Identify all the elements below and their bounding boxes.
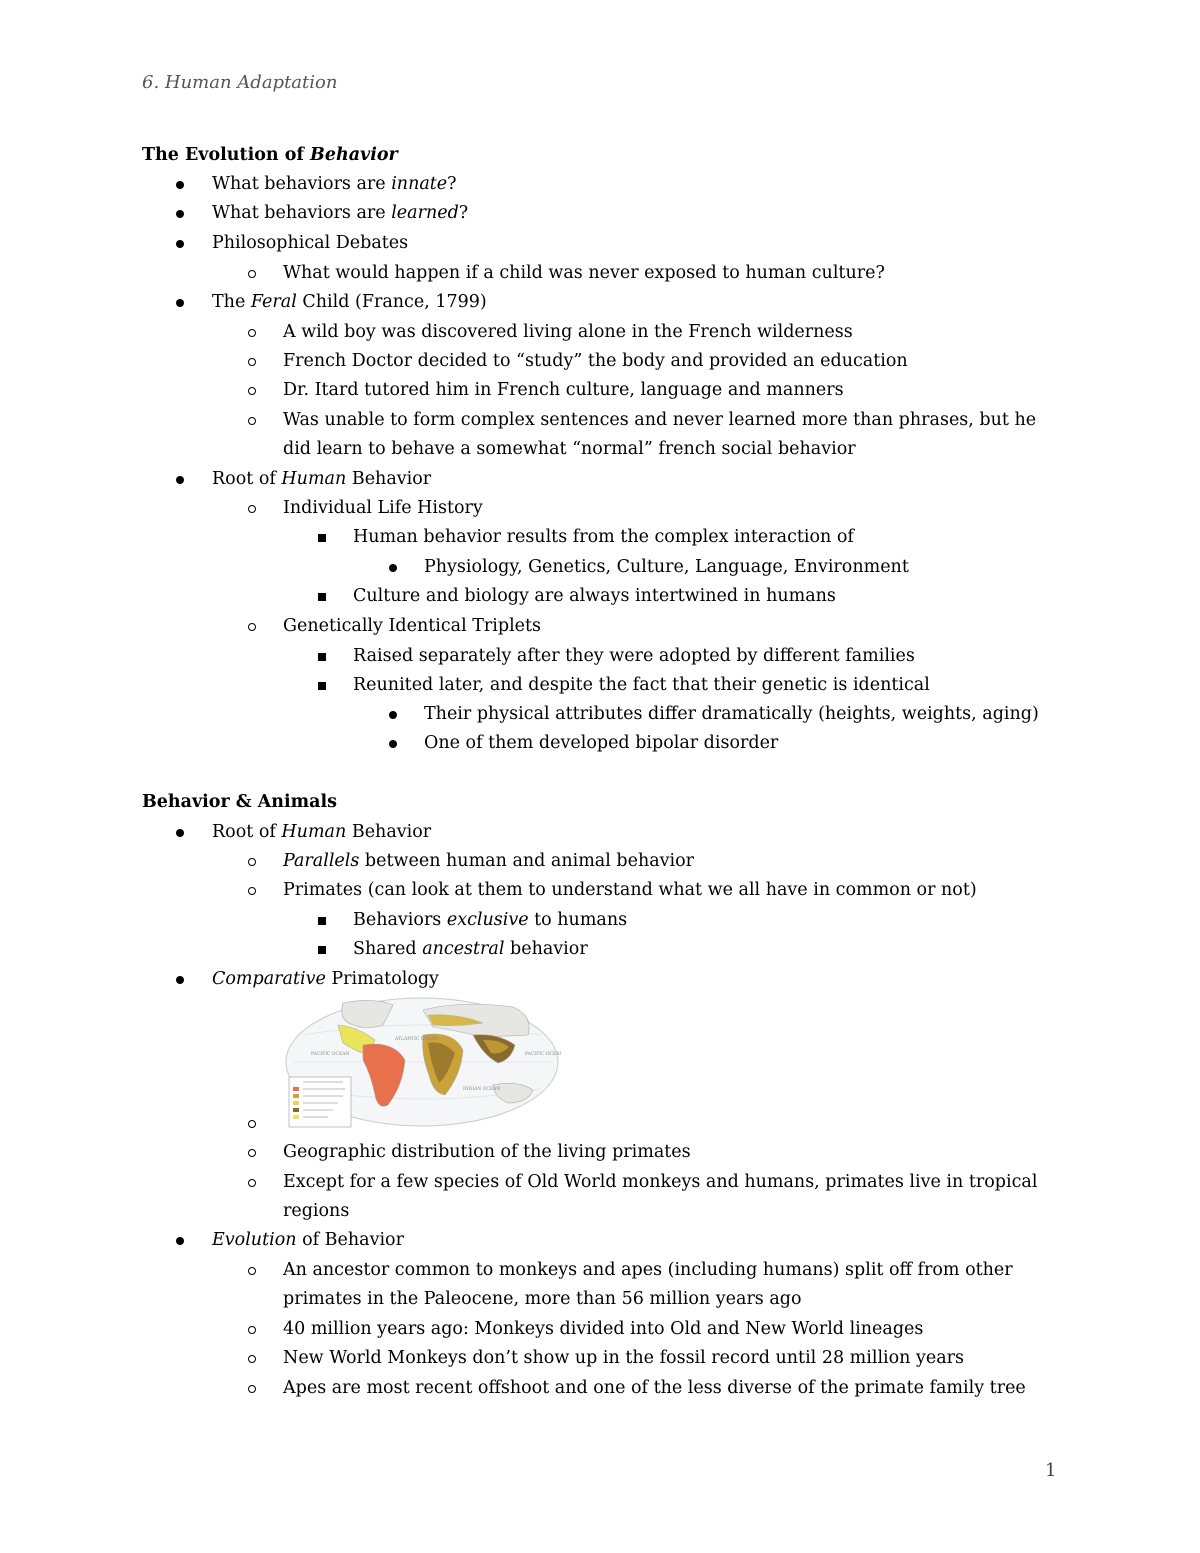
circle-bullet-icon [248, 505, 256, 513]
circle-bullet-icon [248, 1149, 256, 1157]
world-map-graphic [283, 995, 561, 1130]
bullet-icon [176, 181, 184, 189]
heading-emphasis: Behavior [310, 145, 398, 165]
list-item: Human behavior results from the complex interaction of [353, 527, 854, 547]
list-item: Geographic distribution of the living primates [283, 1142, 691, 1162]
bullet-icon [176, 476, 184, 484]
list-item: What would happen if a child was never exposed to human culture? [283, 263, 885, 283]
circle-bullet-icon [248, 623, 256, 631]
circle-bullet-icon [248, 329, 256, 337]
list-item: Reunited later, and despite the fact that their genetic is identical [353, 675, 930, 695]
list-item: Philosophical Debates [212, 233, 409, 253]
circle-bullet-icon [248, 417, 256, 425]
heading-text: The Evolution of [142, 145, 311, 165]
ocean-label: PACIFIC OCEAN [525, 1052, 561, 1057]
bullet-icon [176, 299, 184, 307]
list-item-continuation: did learn to behave a somewhat “normal” french social behavior [283, 439, 856, 459]
list-item: Culture and biology are always intertwined in humans [353, 586, 836, 606]
ocean-label: PACIFIC OCEAN [311, 1052, 350, 1057]
circle-bullet-icon [248, 270, 256, 278]
page-number: 1 [1045, 1460, 1057, 1481]
list-item: Parallels between human and animal behavior [283, 851, 695, 871]
bullet-icon [389, 711, 397, 719]
list-item: Individual Life History [283, 498, 483, 518]
list-item: Dr. Itard tutored him in French culture, language and manners [283, 380, 844, 400]
circle-bullet-icon [248, 1120, 256, 1128]
list-item: Primates (can look at them to understand what we all have in common or not) [283, 880, 977, 900]
circle-bullet-icon [248, 858, 256, 866]
list-item: 40 million years ago: Monkeys divided into Old and New World lineages [283, 1319, 924, 1339]
list-item: Apes are most recent offshoot and one of the less diverse of the primate family tree [283, 1378, 1026, 1398]
circle-bullet-icon [248, 1267, 256, 1275]
bullet-icon [389, 564, 397, 572]
list-item: Comparative Primatology [212, 969, 439, 989]
square-bullet-icon [318, 946, 326, 954]
square-bullet-icon [318, 682, 326, 690]
bullet-icon [176, 1237, 184, 1245]
bullet-icon [176, 240, 184, 248]
list-item: Except for a few species of Old World monkeys and humans, primates live in tropical [283, 1172, 1038, 1192]
list-item: New World Monkeys don’t show up in the fossil record until 28 million years [283, 1348, 965, 1368]
list-item: Behaviors exclusive to humans [353, 910, 628, 930]
circle-bullet-icon [248, 1326, 256, 1334]
list-item: Root of Human Behavior [212, 822, 432, 842]
list-item: Was unable to form complex sentences and never learned more than phrases, but he [283, 410, 1037, 430]
circle-bullet-icon [248, 387, 256, 395]
ocean-label: INDIAN OCEAN [463, 1087, 501, 1092]
page-header: 6. Human Adaptation [142, 72, 338, 93]
bullet-icon [389, 740, 397, 748]
list-item: Physiology, Genetics, Culture, Language, Environment [424, 557, 909, 577]
list-item: One of them developed bipolar disorder [424, 733, 779, 753]
list-item: Evolution of Behavior [212, 1230, 404, 1250]
list-item: Root of Human Behavior [212, 469, 432, 489]
list-item: An ancestor common to monkeys and apes (including humans) split off from other [283, 1260, 1013, 1280]
list-item: Their physical attributes differ dramatically (heights, weights, aging) [424, 704, 1039, 724]
circle-bullet-icon [248, 358, 256, 366]
list-item-continuation: primates in the Paleocene, more than 56 million years ago [283, 1289, 802, 1309]
square-bullet-icon [318, 917, 326, 925]
square-bullet-icon [318, 653, 326, 661]
list-item: Raised separately after they were adopted by different families [353, 646, 915, 666]
bullet-icon [176, 210, 184, 218]
circle-bullet-icon [248, 1179, 256, 1187]
list-item: Genetically Identical Triplets [283, 616, 542, 636]
section-heading-behavior-animals: Behavior & Animals [142, 792, 337, 812]
bullet-icon [176, 829, 184, 837]
ocean-label: ATLANTIC OCEAN [395, 1037, 439, 1042]
list-item-continuation: regions [283, 1201, 350, 1221]
list-item: What behaviors are learned? [212, 203, 469, 223]
square-bullet-icon [318, 593, 326, 601]
square-bullet-icon [318, 534, 326, 542]
circle-bullet-icon [248, 887, 256, 895]
bullet-icon [176, 976, 184, 984]
circle-bullet-icon [248, 1355, 256, 1363]
list-item: A wild boy was discovered living alone in the French wilderness [283, 322, 853, 342]
list-item: What behaviors are innate? [212, 174, 457, 194]
list-item: Shared ancestral behavior [353, 939, 588, 959]
list-item: French Doctor decided to “study” the body and provided an education [283, 351, 908, 371]
section-heading-evolution [142, 145, 398, 165]
circle-bullet-icon [248, 1385, 256, 1393]
list-item: The Feral Child (France, 1799) [212, 292, 487, 312]
primate-distribution-map [283, 995, 561, 1130]
